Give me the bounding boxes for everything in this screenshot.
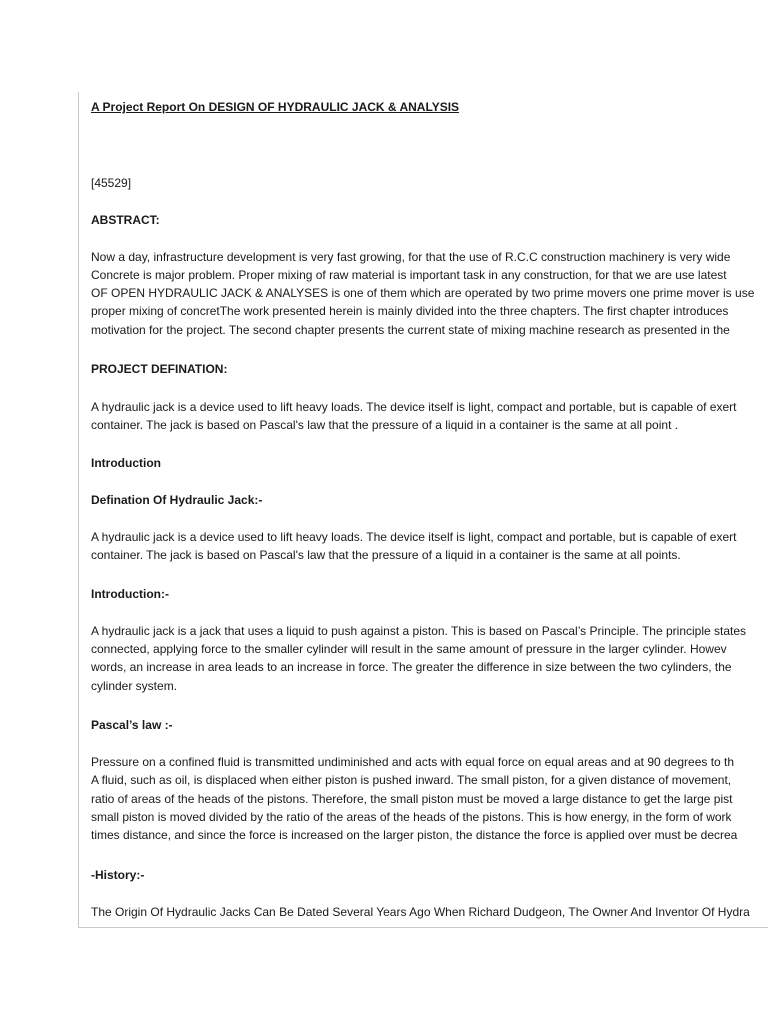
introduction2-line: words, an increase in area leads to an increase in force. The greater the difference in size between the two cylinders, the (91, 660, 732, 674)
document-title: A Project Report On DESIGN OF HYDRAULIC JACK & ANALYSIS (91, 100, 460, 114)
abstract-line: proper mixing of concretThe work presented herein is mainly divided into the three chapters. The first chapter introduces (91, 304, 729, 318)
abstract-line: OF OPEN HYDRAULIC JACK & ANALYSES is one of them which are operated by two prime movers one prime mover is use (91, 286, 755, 300)
abstract-heading: ABSTRACT: (91, 213, 160, 227)
introduction2-line: A hydraulic jack is a jack that uses a liquid to push against a piston. This is based on Pascal’s Principle. The principle states (91, 624, 747, 638)
pascal-heading: Pascal’s law :- (91, 718, 173, 732)
introduction2-line: connected, applying force to the smaller cylinder will result in the same amount of pressure in the larger cylinder. Howev (91, 642, 727, 656)
pascal-line: Pressure on a confined fluid is transmitted undiminished and acts with equal force on equal areas and at 90 degrees to th (91, 755, 735, 769)
project-definition-line: A hydraulic jack is a device used to lift heavy loads. The device itself is light, compact and portable, but is capable of exert (91, 400, 737, 414)
document-id: [45529] (91, 176, 132, 190)
abstract-line: Now a day, infrastructure development is very fast growing, for that the use of R.C.C construction machinery is very wide (91, 250, 731, 264)
definition-jack-line: container. The jack is based on Pascal's law that the pressure of a liquid in a container is the same at all points. (91, 548, 681, 562)
introduction-heading: Introduction (91, 456, 161, 470)
introduction2-heading: Introduction:- (91, 587, 169, 601)
project-definition-heading: PROJECT DEFINATION: (91, 362, 228, 376)
introduction2-line: cylinder system. (91, 679, 178, 693)
pascal-line: ratio of areas of the heads of the pistons. Therefore, the small piston must be moved a large distance to get the large pist (91, 792, 733, 806)
project-definition-line: container. The jack is based on Pascal's law that the pressure of a liquid in a container is the same at all point . (91, 418, 679, 432)
history-heading: -History:- (91, 868, 145, 882)
pascal-line: times distance, and since the force is increased on the larger piston, the distance the force is applied over must be decrea (91, 828, 738, 842)
abstract-line: motivation for the project. The second chapter presents the current state of mixing machine research as presented in the (91, 323, 730, 337)
document-page (78, 92, 768, 928)
definition-jack-line: A hydraulic jack is a device used to lift heavy loads. The device itself is light, compact and portable, but is capable of exert (91, 530, 737, 544)
pascal-line: A fluid, such as oil, is displaced when either piston is pushed inward. The small piston, for a given distance of movement, (91, 773, 732, 787)
history-line: The Origin Of Hydraulic Jacks Can Be Dated Several Years Ago When Richard Dudgeon, The Owner And Inventor Of Hydra (91, 905, 750, 919)
pascal-line: small piston is moved divided by the ratio of the areas of the heads of the pistons. This is how energy, in the form of work (91, 810, 732, 824)
abstract-line: Concrete is major problem. Proper mixing of raw material is important task in any construction, for that we are use latest (91, 268, 727, 282)
definition-jack-heading: Defination Of Hydraulic Jack:- (91, 493, 263, 507)
